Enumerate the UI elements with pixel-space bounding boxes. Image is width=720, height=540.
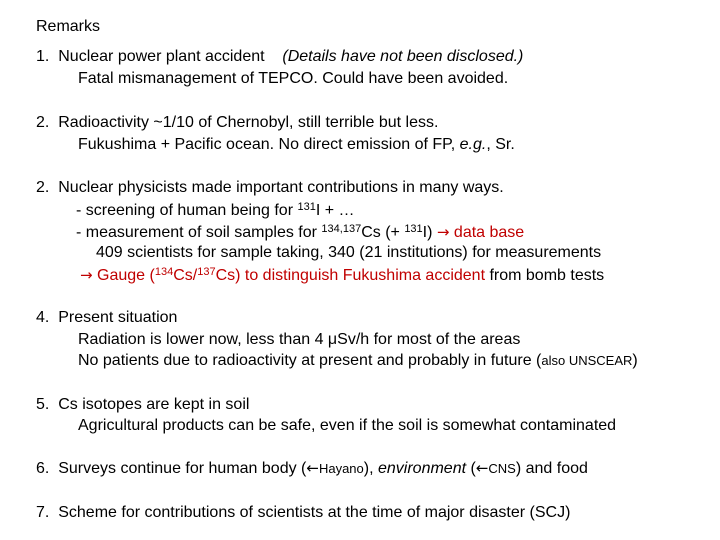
- remark-item-6: 6. Surveys continue for human body (←Hayano), environment (←CNS) and food: [36, 459, 588, 477]
- remark-item-7: [36, 503, 570, 523]
- item-number: 1.: [36, 48, 50, 65]
- screening-line: - screening of human being for $^{131}$I + …: [76, 201, 355, 219]
- left-arrow-icon: ←: [475, 459, 489, 477]
- item-number: 7.: [36, 504, 50, 521]
- item-number: 2.: [36, 179, 50, 196]
- item-heading: Radioactivity ~1/10 of Chernobyl, still terrible but less.: [58, 114, 439, 131]
- item-note: (Details have not been disclosed.): [282, 48, 524, 65]
- item-number: 5.: [36, 396, 50, 413]
- gauge-line: → Gauge ($^{134}$Cs/$^{137}$Cs) to distinguish Fukushima accident from bomb tests: [80, 266, 605, 284]
- radiation-line: Radiation is lower now, less than 4 μSv/h for most of the areas: [78, 331, 521, 348]
- item-detail: Agricultural products can be safe, even if the soil is somewhat contaminated: [78, 417, 617, 434]
- item-detail: Fatal mismanagement of TEPCO. Could have been avoided.: [78, 70, 509, 87]
- remark-item-1: [36, 47, 523, 67]
- left-arrow-icon: ←: [306, 459, 319, 477]
- right-arrow-icon: →: [80, 266, 93, 284]
- scientists-line: 409 scientists for sample taking, 340 (21 institutions) for measurements: [96, 244, 602, 261]
- measurement-line: - measurement of soil samples for $^{134,137}$Cs (+ $^{131}$I) → data base: [76, 223, 525, 241]
- item-number: 2.: [36, 114, 50, 131]
- item-heading: Cs isotopes are kept in soil: [58, 396, 250, 413]
- item-heading: Nuclear power plant accident: [58, 48, 265, 65]
- remark-item-3: [36, 178, 504, 198]
- item-detail: Fukushima + Pacific ocean. No direct emission of FP, e.g., Sr.: [78, 136, 515, 153]
- remark-item-2: [36, 113, 438, 133]
- remark-item-4: [36, 308, 177, 328]
- item-heading: Scheme for contributions of scientists at the time of major disaster (SCJ): [58, 504, 571, 521]
- mu-symbol: μ: [327, 331, 338, 348]
- remark-item-5: [36, 395, 249, 415]
- item-number: 4.: [36, 309, 50, 326]
- data-base-label: data base: [453, 224, 525, 241]
- page-title: Remarks: [36, 18, 101, 35]
- right-arrow-icon: →: [436, 223, 450, 241]
- item-number: 6.: [36, 460, 50, 477]
- item-heading: Nuclear physicists made important contributions in many ways.: [58, 179, 504, 196]
- patients-line: No patients due to radioactivity at present and probably in future (also UNSCEAR): [78, 352, 638, 369]
- item-heading: Present situation: [58, 309, 178, 326]
